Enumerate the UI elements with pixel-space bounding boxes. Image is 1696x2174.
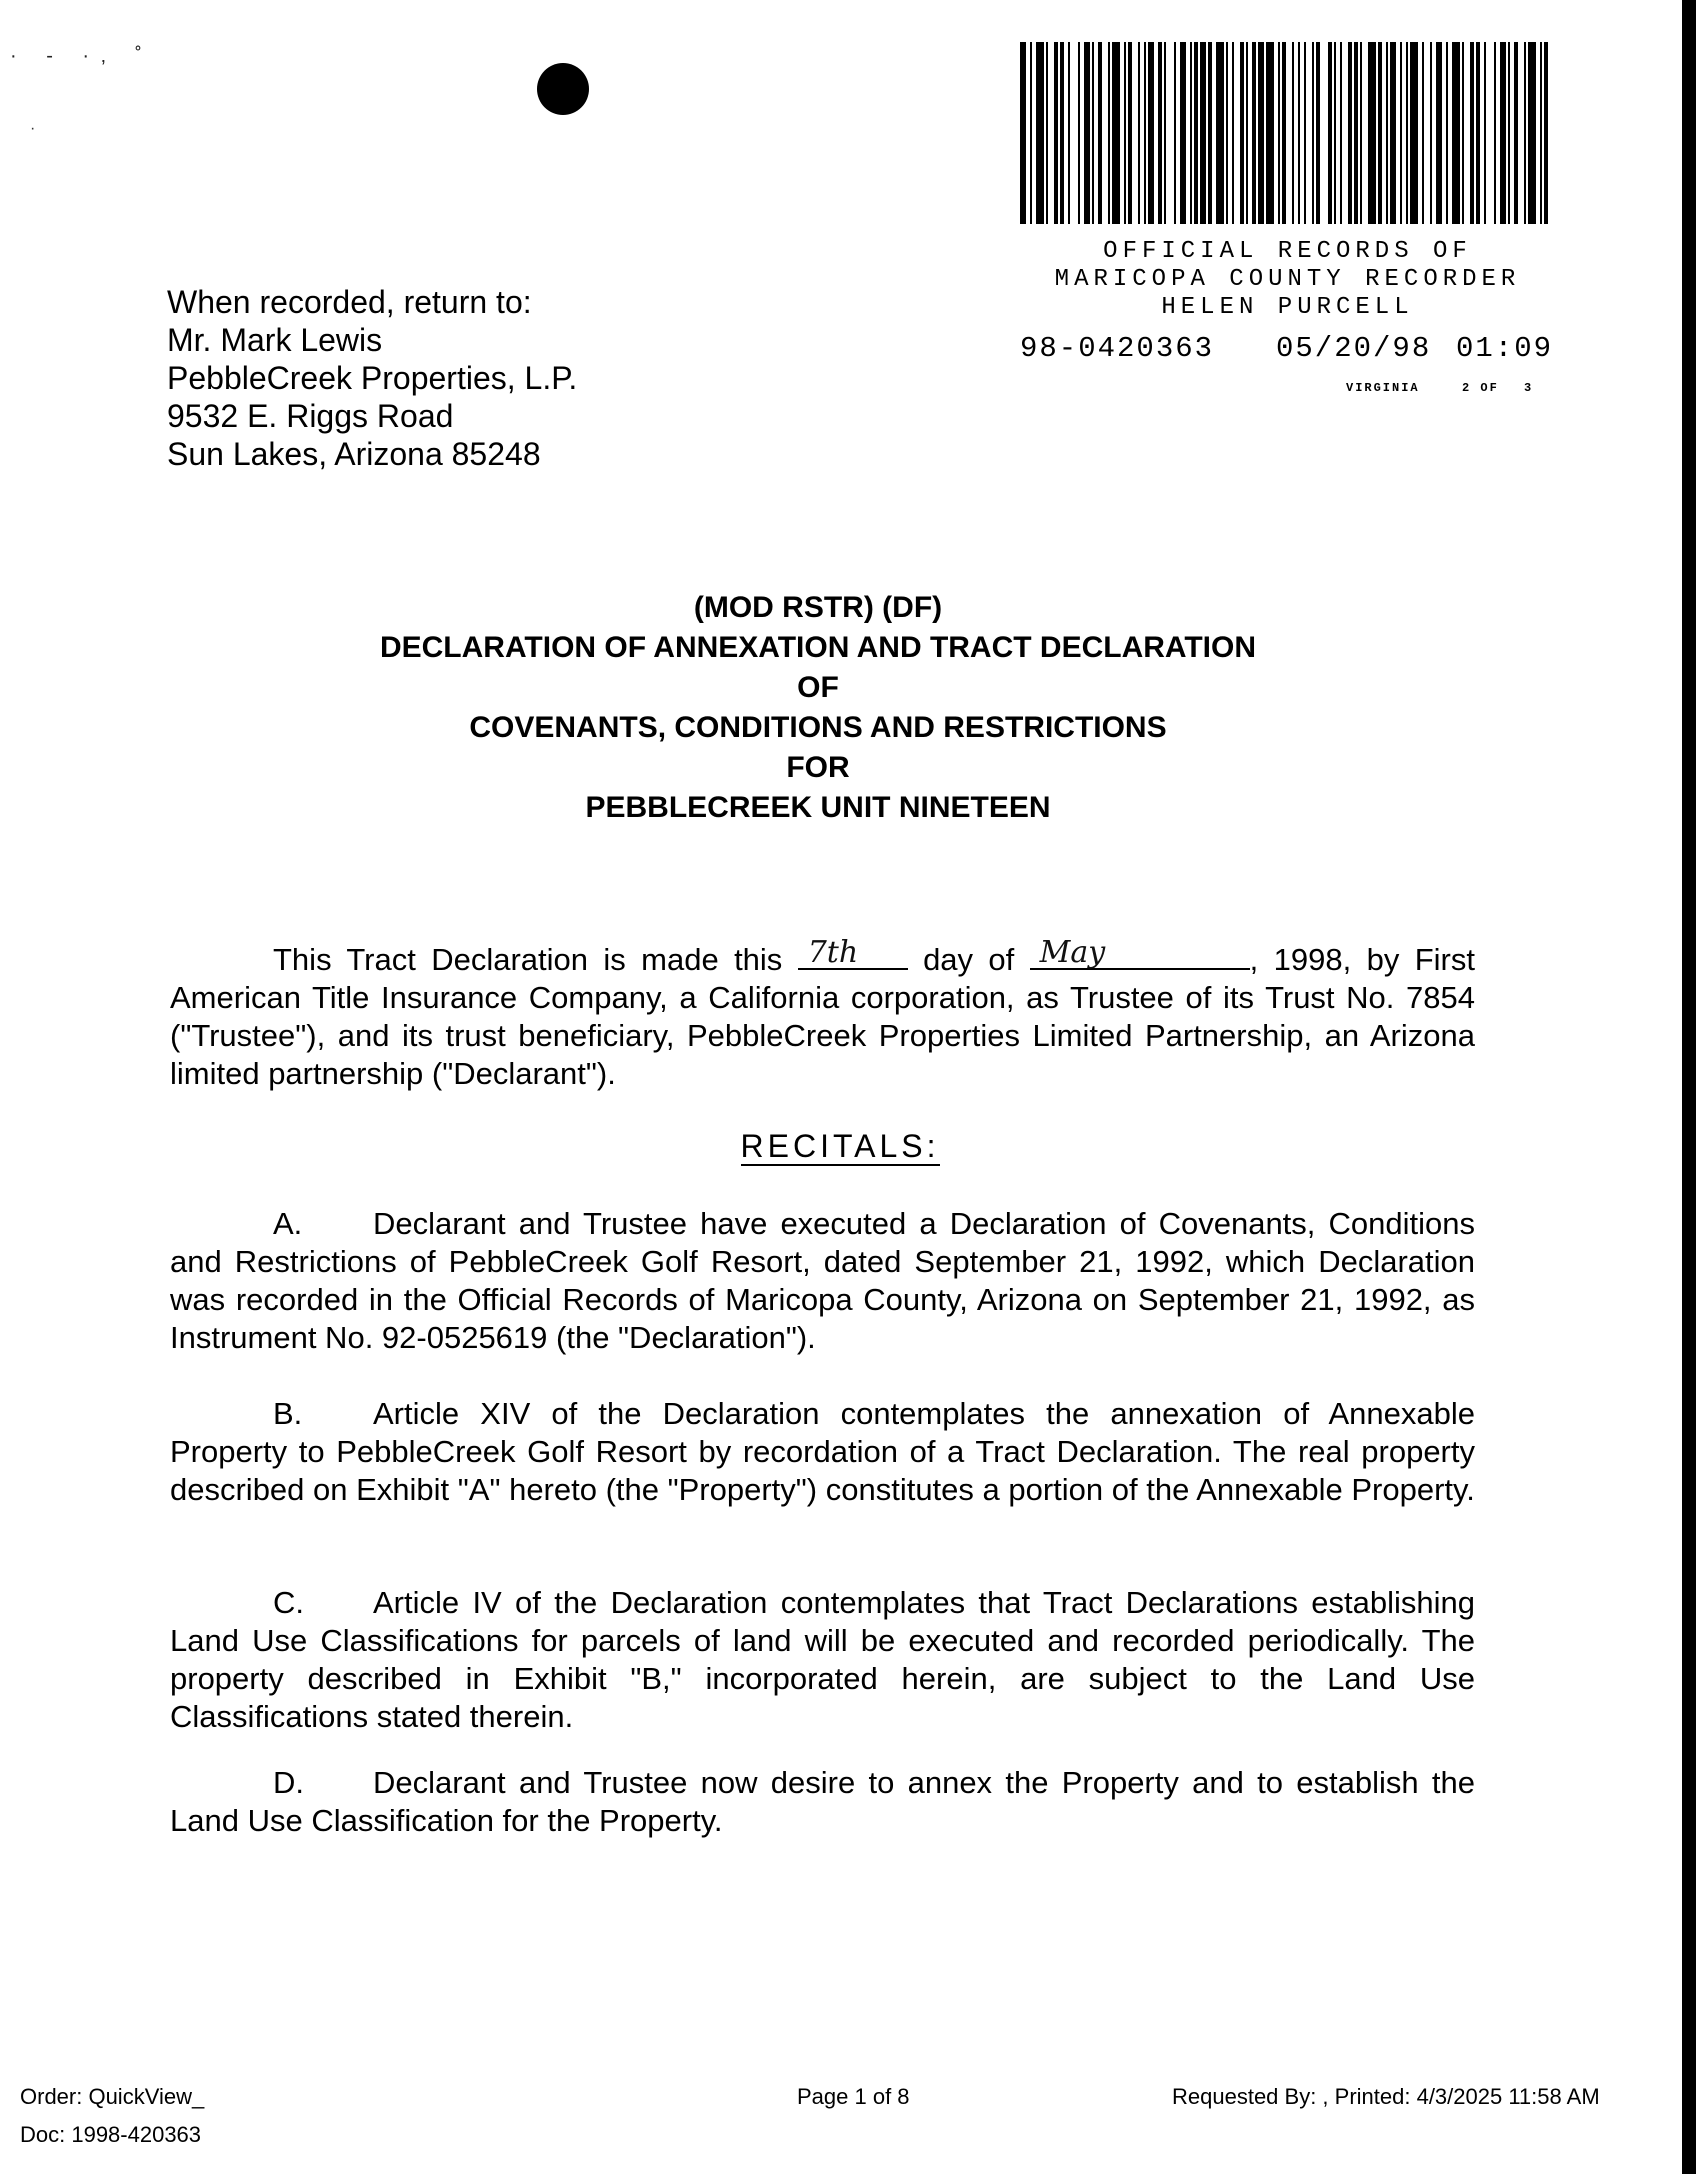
barcode-stripe	[1112, 42, 1120, 224]
recital-b-text: Article XIV of the Declaration contemplates the annexation of Annexable Property to PebbleCreek Golf Resort by recordation of a Tract Declaration. The real property described on Exhibit "A" hereto (the "Property") constitutes a portion of the Annexable Property.	[170, 1396, 1475, 1507]
recital-a	[170, 1205, 1475, 1357]
title-line-5: FOR	[786, 751, 850, 784]
month-handwritten: May	[1039, 935, 1106, 970]
footer-page: Page 1 of 8	[797, 2084, 910, 2109]
barcode-stripe	[1368, 42, 1376, 224]
clerk-name: VIRGINIA	[1346, 381, 1420, 395]
recital-c	[170, 1584, 1475, 1736]
barcode-stripe	[1410, 42, 1418, 224]
barcode-stripe	[1452, 42, 1460, 224]
barcode-stripe	[1528, 42, 1536, 224]
return-address	[167, 283, 577, 473]
return-name: Mr. Mark Lewis	[167, 322, 383, 358]
scan-edge-bar	[1682, 0, 1696, 2174]
day-handwritten: 7th	[807, 935, 859, 970]
barcode	[1020, 42, 1555, 224]
recorder-line-2: MARICOPA COUNTY RECORDER	[1054, 266, 1521, 293]
recital-a-text: Declarant and Trustee have executed a Declaration of Covenants, Conditions and Restrictions of PebbleCreek Golf Resort, dated September 21, 1992, which Declaration was recorded in the Official Records of Maricopa County, Arizona on September 21, 1992, as Instrument No. 92-0525619 (the "Declaration").	[170, 1206, 1475, 1355]
recital-b-letter: B.	[273, 1396, 303, 1431]
return-company: PebbleCreek Properties, L.P.	[167, 360, 578, 396]
day-blank	[798, 935, 908, 970]
recital-b	[170, 1395, 1475, 1509]
recorder-line-1: OFFICIAL RECORDS OF	[1103, 238, 1472, 265]
page-total: 3	[1524, 381, 1534, 395]
recital-d-letter: D.	[273, 1765, 304, 1800]
recitals-heading: RECITALS:	[740, 1128, 940, 1164]
recital-a-letter: A.	[273, 1206, 303, 1241]
footer-order: Order: QuickView_	[20, 2084, 205, 2109]
barcode-stripe	[1486, 42, 1494, 224]
barcode-stripe	[1266, 42, 1274, 224]
intro-after-month: , 1998, by First American Title Insurance Company, a California corporation, as Trustee of its Trust No. 7854 ("Trustee"), and its trust beneficiary, PebbleCreek Properties Limited Partnership, an Arizona limited partnership ("Declarant").	[170, 942, 1475, 1091]
title-line-6: PEBBLECREEK UNIT NINETEEN	[585, 791, 1051, 824]
recording-time: 01:09	[1456, 332, 1554, 365]
scan-specks: · - ·‚ ˚	[10, 45, 154, 67]
return-street: 9532 E. Riggs Road	[167, 398, 454, 434]
title-line-4: COVENANTS, CONDITIONS AND RESTRICTIONS	[469, 711, 1167, 744]
barcode-stripe	[1166, 42, 1174, 224]
footer-doc: Doc: 1998-420363	[20, 2122, 202, 2147]
recorder-line-3: HELEN PURCELL	[1161, 294, 1414, 321]
barcode-stripe	[1036, 42, 1044, 224]
barcode-stripe	[1070, 42, 1078, 224]
intro-day-of: day of	[923, 942, 1015, 977]
return-label: When recorded, return to:	[167, 284, 532, 320]
scan-speck: ·	[30, 120, 36, 137]
month-blank	[1030, 935, 1250, 970]
recital-c-text: Article IV of the Declaration contemplates that Tract Declarations establishing Land Use Classifications for parcels of land will be executed and recorded periodically. The property described in Exhibit "B," incorporated herein, are subject to the Land Use Classifications stated therein.	[170, 1585, 1475, 1734]
title-line-2: DECLARATION OF ANNEXATION AND TRACT DECLARATION	[379, 631, 1257, 664]
recording-date: 05/20/98	[1276, 332, 1432, 365]
intro-paragraph	[170, 935, 1475, 1093]
title-line-3: OF	[797, 671, 839, 704]
barcode-stripe	[1548, 42, 1554, 224]
instrument-number: 98-0420363	[1020, 332, 1215, 365]
footer-requested: Requested By: , Printed: 4/3/2025 11:58 AM	[1172, 2084, 1600, 2109]
title-line-1: (MOD RSTR) (DF)	[693, 591, 943, 624]
barcode-stripe	[1216, 42, 1224, 224]
document-title	[200, 588, 1436, 828]
barcode-stripe	[1320, 42, 1328, 224]
return-city: Sun Lakes, Arizona 85248	[167, 436, 541, 472]
recital-d	[170, 1764, 1475, 1840]
recital-d-text: Declarant and Trustee now desire to annex the Property and to establish the Land Use Classification for the Property.	[170, 1765, 1475, 1838]
punch-hole	[537, 63, 589, 115]
page-of: 2 OF	[1462, 381, 1499, 395]
recital-c-letter: C.	[273, 1585, 304, 1620]
intro-before-day: This Tract Declaration is made this	[273, 942, 783, 977]
